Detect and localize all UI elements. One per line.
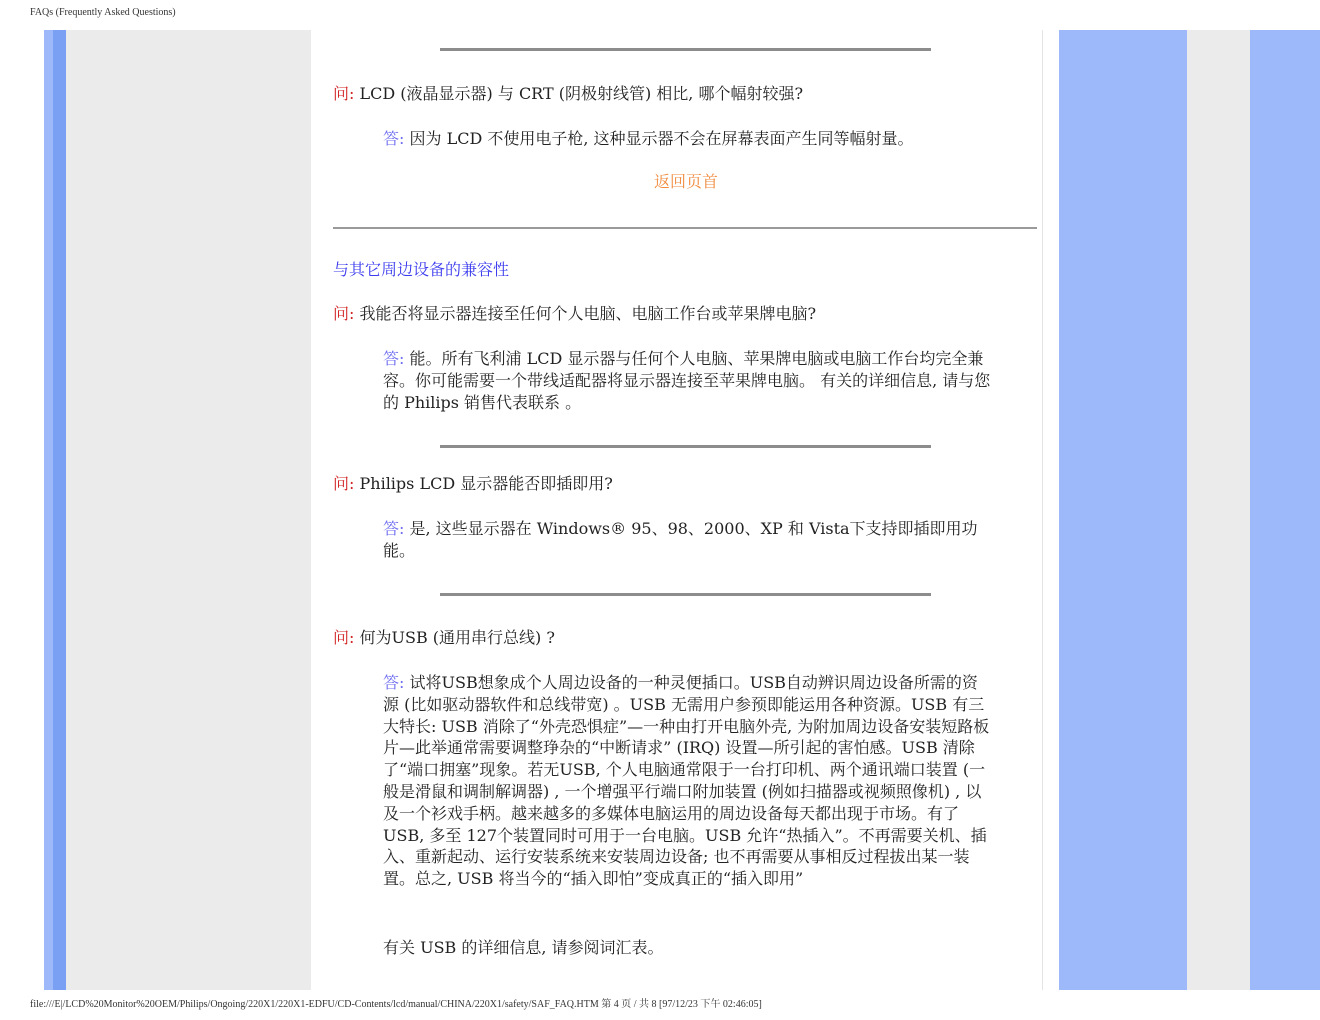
separator-short xyxy=(440,445,931,448)
left-gray-panel xyxy=(66,30,311,990)
page-footer-path: file:///E|/LCD%20Monitor%20OEM/Philips/Ongoing/220X1/220X1-EDFU/CD-Contents/lcd/manual/CHINA/220X1/safety/SAF_FAQ.HTM 第 4 页 / 共 8 [97/12/23 下午 02:46:05] xyxy=(30,999,762,1010)
question-connect-pc xyxy=(333,303,816,325)
question-label: 问: xyxy=(333,304,355,323)
answer-text: 能。所有飞利浦 LCD 显示器与任何个人电脑、苹果牌电脑或电脑工作台均完全兼容。你可能需要一个带线适配器将显示器连接至苹果牌电脑。 有关的详细信息, 请与您的 Philips 销售代表联系 。 xyxy=(383,349,991,412)
section-separator xyxy=(333,227,1037,229)
answer-text: 是, 这些显示器在 Windows® 95、98、2000、XP 和 Vista下支持即插即用功能。 xyxy=(383,519,978,560)
answer-text: 试将USB想象成个人周边设备的一种灵便插口。USB自动辨识周边设备所需的资源 (比如驱动器软件和总线带宽) 。USB 无需用户参预即能运用各种资源。USB 有三大特长: USB 消除了“外壳恐惧症”—一种由打开电脑外壳, 为附加周边设备安装短路板片—此举通常需要调整琤杂的“中断请求” (IRQ) 设置—所引起的害怕感。USB 清除了“端口拥塞”现象。若无USB, 个人电脑通常限于一台打印机、两个通讯端口装置 (一般是滑鼠和调制解调器) , 一个增强平行端口附加装置 (例如扫描器或视频照像机) , 以及一个衫戏手柄。越来越多的多媒体电脑运用的周边设备每天都出现于市场。有了 USB, 多至 127个装置同时可用于一台电脑。USB 允许“热插入”。不再需要关机、插入、重新起动、运行安装系统来安装周边设备; 也不再需要从事相反过程拔出某一装置。总之, USB 将当今的“插入即怕”变成真正的“插入即用” xyxy=(383,673,990,889)
question-text: LCD (液晶显示器) 与 CRT (阴极射线管) 相比, 哪个幅射较强? xyxy=(359,84,804,103)
separator-short xyxy=(440,593,931,596)
answer-text: 因为 LCD 不使用电子枪, 这种显示器不会在屏幕表面产生同等幅射量。 xyxy=(409,129,914,148)
question-text: 何为USB (通用串行总线) ? xyxy=(359,628,555,647)
answer-lcd-vs-crt xyxy=(383,128,914,150)
answer-label: 答: xyxy=(383,519,405,538)
answer-label: 答: xyxy=(383,349,405,368)
question-label: 问: xyxy=(333,628,355,647)
left-blue-bar-outer xyxy=(44,30,53,990)
question-label: 问: xyxy=(333,84,355,103)
question-text: Philips LCD 显示器能否即插即用? xyxy=(359,474,613,493)
answer-label: 答: xyxy=(383,129,405,148)
back-to-top-link[interactable]: 返回页首 xyxy=(654,172,719,191)
question-text: 我能否将显示器连接至任何个人电脑、电脑工作台或苹果牌电脑? xyxy=(359,304,817,323)
left-blue-bar-inner xyxy=(53,30,66,990)
answer-label: 答: xyxy=(383,673,405,692)
answer-what-is-usb xyxy=(383,672,993,890)
question-what-is-usb xyxy=(333,627,555,649)
question-lcd-vs-crt xyxy=(333,83,803,105)
usb-glossary-note: 有关 USB 的详细信息, 请参阅词汇表。 xyxy=(383,938,664,957)
question-label: 问: xyxy=(333,474,355,493)
right-divider-line xyxy=(1042,30,1043,990)
right-gray-panel xyxy=(1187,30,1250,990)
right-blue-bar xyxy=(1059,30,1187,990)
separator-short xyxy=(440,48,931,51)
right-blue-bar-outer xyxy=(1250,30,1320,990)
section-title-compatibility: 与其它周边设备的兼容性 xyxy=(333,260,510,279)
question-plug-and-play xyxy=(333,473,613,495)
answer-plug-and-play xyxy=(383,518,993,562)
answer-connect-pc xyxy=(383,348,993,413)
page-header-title: FAQs (Frequently Asked Questions) xyxy=(30,7,176,18)
